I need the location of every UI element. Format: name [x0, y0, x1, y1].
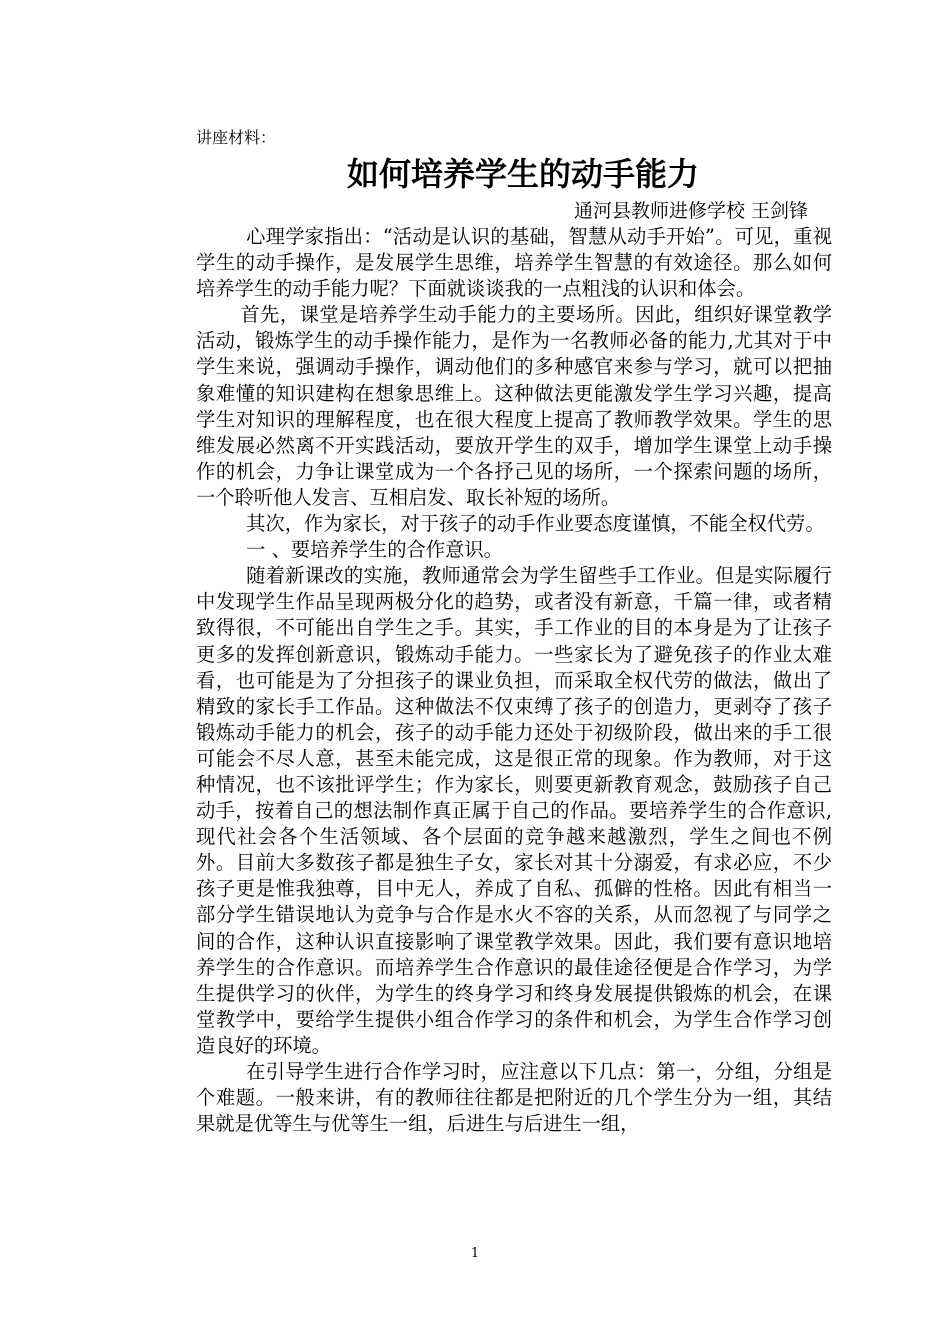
section-heading: 一 、要培养学生的合作意识。 [246, 538, 503, 562]
paragraph-grouping: 在引导学生进行合作学习时，应注意以下几点：第一，分组，分组是个难题。一般来讲，有的教师往往都是把附近的几个学生分为一组，其结果就是优等生与优等生一组，后进生与后进生一组， [196, 1060, 832, 1136]
paragraph-classroom: 首先，课堂是培养学生动手能力的主要场所。因此，组织好课堂教学活动，锻炼学生的动手操作能力，是作为一名教师必备的能力,尤其对于中学生来说，强调动手操作，调动他们的多种感官来参与学习，就可以把抽象难懂的知识建构在想象思维上。这种做法更能激发学生学习兴趣，提高学生对知识的理解程度，也在很大程度上提高了教师教学效果。学生的思维发展必然离不开实践活动，要放开学生的双手，增加学生课堂上动手操作的机会，力争让课堂成为一个各抒己见的场所，一个探索问题的场所，一个聆听他人发言、互相启发、取长补短的场所。 [196, 303, 832, 509]
page-number: 1 [470, 1246, 480, 1261]
paragraph-intro: 心理学家指出：“活动是认识的基础，智慧从动手开始”。可见，重视学生的动手操作，是发展学生思维，培养学生智慧的有效途径。那么如何培养学生的动手能力呢？下面就谈谈我的一点粗浅的认识和体会。 [196, 225, 832, 301]
document-body [196, 224, 832, 1137]
document-label: 讲座材料： [196, 128, 277, 147]
document-title: 如何培养学生的动手能力 [346, 155, 699, 193]
document-author: 通河县教师进修学校 王剑锋 [573, 200, 808, 222]
paragraph-parents: 其次，作为家长，对于孩子的动手作业要态度谨慎，不能全权代劳。 [246, 512, 825, 536]
paragraph-cooperation: 随着新课改的实施，教师通常会为学生留些手工作业。但是实际履行中发现学生作品呈现两极分化的趋势，或者没有新意，千篇一律，或者精致得很，不可能出自学生之手。其实，手工作业的目的本身是为了让孩子更多的发挥创新意识，锻炼动手能力。一些家长为了避免孩子的作业太难看，也可能是为了分担孩子的课业负担，而采取全权代劳的做法，做出了精致的家长手工作品。这种做法不仅束缚了孩子的创造力，更剥夺了孩子锻炼动手能力的机会，孩子的动手能力还处于初级阶段，做出来的手工很可能会不尽人意，甚至未能完成，这是很正常的现象。作为教师，对于这种情况，也不该批评学生；作为家长，则要更新教育观念，鼓励孩子自己动手，按着自己的想法制作真正属于自己的作品。要培养学生的合作意识,现代社会各个生活领域、各个层面的竞争越来越激烈，学生之间也不例外。目前大多数孩子都是独生子女，家长对其十分溺爱，有求必应，不少孩子更是惟我独尊，目中无人，养成了自私、孤僻的性格。因此有相当一部分学生错误地认为竞争与合作是水火不容的关系，从而忽视了与同学之间的合作，这种认识直接影响了课堂教学效果。因此，我们要有意识地培养学生的合作意识。而培养学生合作意识的最佳途径便是合作学习，为学生提供学习的伙伴，为学生的终身学习和终身发展提供锻炼的机会，在课堂教学中，要给学生提供小组合作学习的条件和机会，为学生合作学习创造良好的环境。 [196, 564, 832, 1057]
